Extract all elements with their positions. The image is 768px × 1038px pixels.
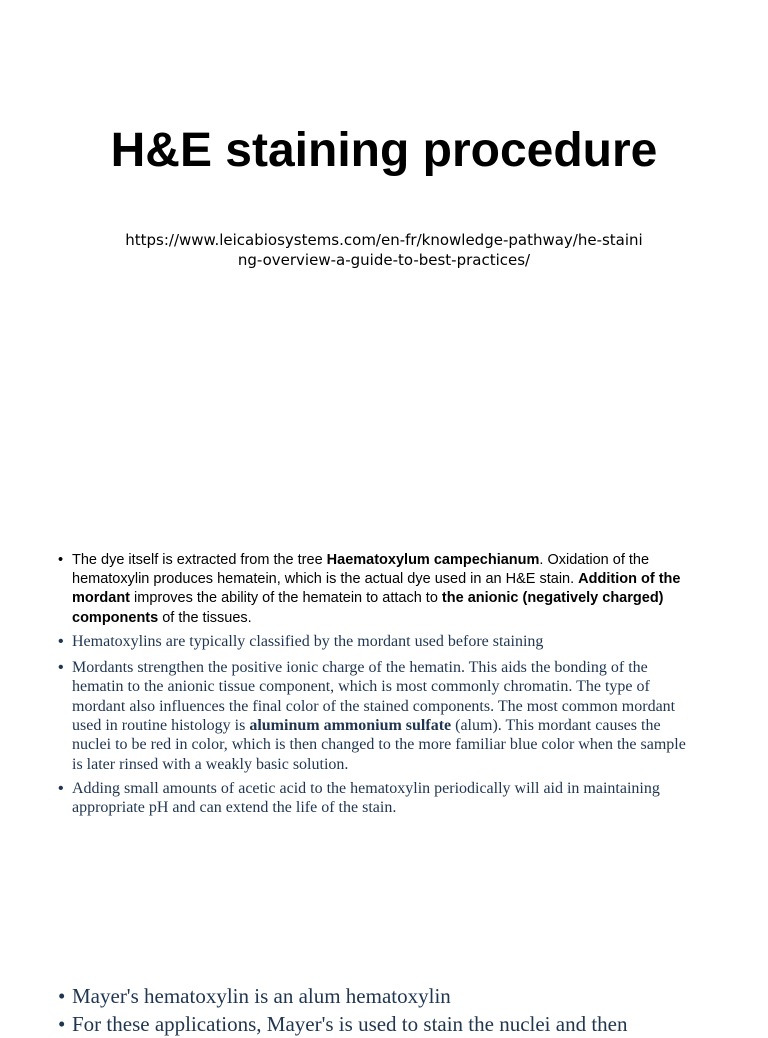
bullet-acetic-acid: • Adding small amounts of acetic acid to the hematoxylin periodically will aid in maintaining appropriate pH and can extend the life of the stain. (58, 779, 660, 817)
bullet-marker: • (58, 984, 66, 1008)
bullet-marker: • (58, 659, 64, 677)
bullet-classification: • Hematoxylins are typically classified by the mordant used before staining (58, 632, 544, 650)
bold-term: Haematoxylum campechianum (326, 552, 540, 568)
bullet-marker: • (58, 552, 64, 568)
bold-term: Addition of the mordant (72, 571, 681, 607)
bullet-applications: • For these applications, Mayer's is used to stain the nuclei and then (58, 1012, 628, 1036)
source-url: https://www.leicabiosystems.com/en-fr/knowledge-pathway/he-staining-overview-a-guide-to-best-practices/ (125, 231, 643, 269)
lower-bullet-list (58, 982, 758, 1038)
bullet-list (58, 551, 698, 817)
bullet-marker: • (58, 1012, 66, 1036)
bullet-marker: • (58, 779, 64, 797)
bold-term: the anionic (negatively charged) components (72, 590, 664, 626)
bullet-mordants: • Mordants strengthen the positive ionic charge of the hematin. This aids the bonding of the hematin to the anionic tissue component, which is most commonly chromatin. The type of mordant also influences the final color of the stained components. The most common mordant used in routine histology is aluminum ammonium sulfate (alum). This mordant causes the nuclei to be red in color, which is then changed to the more familiar blue color when the sample is later rinsed with a weakly basic solution. (58, 659, 686, 773)
bold-term: aluminum ammonium sulfate (249, 717, 452, 734)
bullet-dye-extraction: • The dye itself is extracted from the tree Haematoxylum campechianum. Oxidation of the hematoxylin produces hematein, which is the actual dye used in an H&E stain. Addition of the mordant improves the ability of the hematein to attach to the anionic (negatively charged) components of the tissues. (58, 552, 681, 626)
bullet-mayers-hematoxylin: • Mayer's hematoxylin is an alum hematoxylin (58, 984, 451, 1008)
page-title: H&E staining procedure (110, 124, 658, 177)
bullet-marker: • (58, 632, 64, 650)
